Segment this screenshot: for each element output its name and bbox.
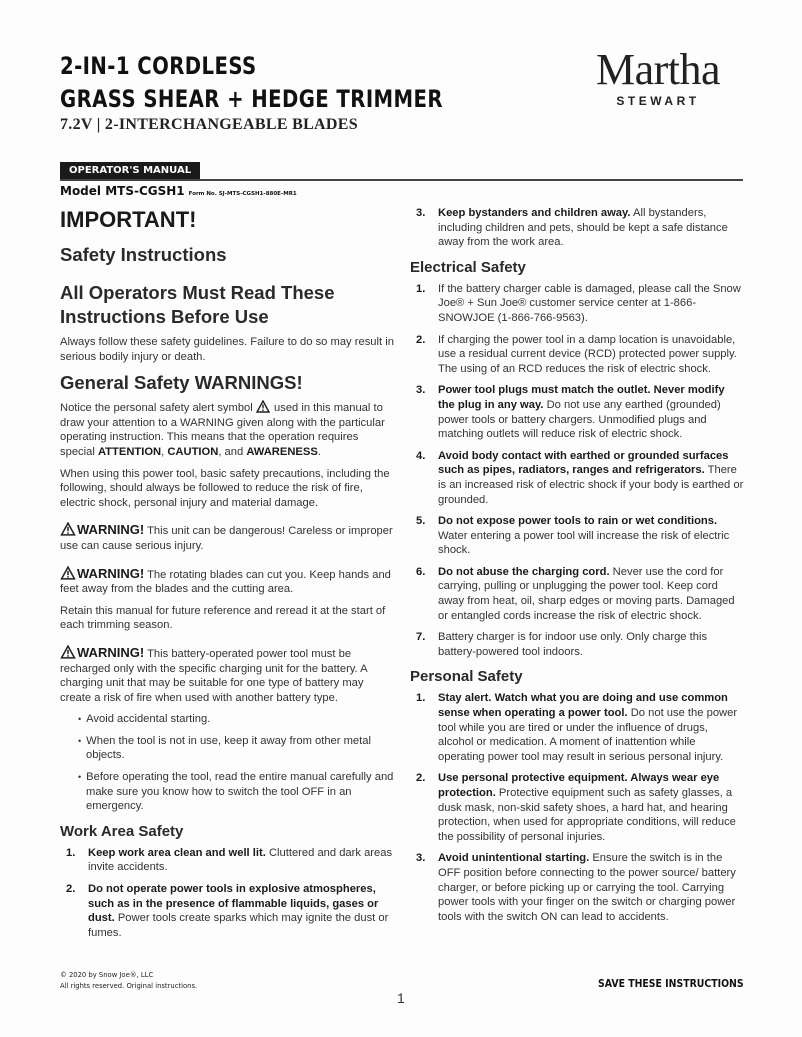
electrical-safety-heading: Electrical Safety	[410, 258, 526, 276]
product-title	[60, 50, 443, 116]
right-column	[410, 206, 744, 931]
safety-instructions-heading: Safety Instructions	[60, 244, 227, 265]
logo-main: Martha	[595, 45, 721, 94]
work-area-heading: Work Area Safety	[60, 822, 184, 840]
martha-stewart-logo	[572, 45, 744, 108]
page-number: 1	[397, 990, 405, 1006]
intro-text: Always follow these safety guidelines. Failure to do so may result in serious bodily injury or death.	[60, 336, 394, 363]
work-area-list	[60, 846, 396, 941]
logo-sub: STEWART	[616, 94, 700, 108]
list-item: 7. Battery charger is for indoor use only. Only charge this battery-powered tool indoors.	[416, 631, 708, 658]
model-line	[60, 184, 297, 198]
title-line-1: 2-IN-1 CORDLESS	[60, 52, 257, 80]
title-line-2: GRASS SHEAR + HEDGE TRIMMER	[60, 85, 443, 113]
product-subtitle: 7.2V | 2-INTERCHANGEABLE BLADES	[60, 116, 358, 133]
warning-triangle-icon	[60, 566, 76, 580]
list-item: 3. Avoid unintentional starting. Ensure the switch is in the OFF position before connecting to the power source/ battery charger, or before picking up or carrying the tool. Carrying power tools with your finger on the switch or charging power tools with the switch ON can lead to accidents.	[416, 852, 736, 923]
operators-manual-tab: OPERATOR'S MANUAL	[60, 162, 200, 179]
list-item: 3. Power tool plugs must match the outlet. Never modify the plug in any way. Do not use any earthed (grounded) power tools or battery chargers. Unmodified plugs and matching outlets will reduce risk of electric shock.	[416, 384, 725, 441]
list-item: 2. If charging the power tool in a damp location is unavoidable, use a residual current device (RCD) protected power supply. The using of an RCD reduces the risk of electric shock.	[416, 333, 737, 375]
list-item: 1. Keep work area clean and well lit. Cluttered and dark areas invite accidents.	[66, 846, 393, 874]
header-divider	[60, 179, 743, 181]
all-operators-heading: All Operators Must Read These Instructions Before Use	[60, 282, 335, 327]
list-item: 4. Avoid body contact with earthed or grounded surfaces such as pipes, radiators, ranges and refrigerators. There is an increased risk of electric shock if your body is earthed or grounded.	[416, 449, 744, 506]
save-instructions: SAVE THESE INSTRUCTIONS	[598, 977, 744, 990]
copyright-footer	[60, 970, 197, 992]
list-item: • Avoid accidental starting.	[60, 712, 396, 727]
left-column	[60, 207, 396, 947]
warning-triangle-icon	[60, 522, 76, 536]
warning-1: WARNING! This unit can be dangerous! Careless or improper use can cause serious injury.	[60, 522, 393, 552]
list-item: • Before operating the tool, read the entire manual carefully and make sure you know how to switch the tool OFF in an emergency.	[60, 770, 396, 814]
list-item: 2. Use personal protective equipment. Always wear eye protection. Protective equipment such as safety glasses, a dusk mask, non-skid safety shoes, a hard hat, and hearing protection, when used for appropriate conditions, will reduce the possibility of personal injuries.	[416, 772, 736, 843]
warning-3: WARNING! This battery-operated power tool must be recharged only with the specific charging unit for the battery. A charging unit that may be suitable for one type of battery may create a risk of fire when used with another battery type.	[60, 644, 367, 704]
model-number: Model MTS-CGSH1	[60, 184, 185, 198]
notice-paragraph: Notice the personal safety alert symbol used in this manual to draw your attention to a WARNING given along with the particular operating instruction. This means that the operation requires special ATTENTION, CAUTION, and AWARENESS.	[60, 402, 385, 458]
warning-2: WARNING! The rotating blades can cut you. Keep hands and feet away from the blades and the cutting area.	[60, 565, 391, 596]
warning-triangle-icon	[60, 645, 76, 659]
rights-text: All rights reserved. Original instructions.	[60, 982, 198, 990]
copyright-text: © 2020 by Snow Joe®, LLC	[60, 971, 154, 979]
list-item: 1. Stay alert. Watch what you are doing and use common sense when operating a power tool. Do not use the power tool while you are tired or under the influence of drugs, alcohol or medication. A moment of inattention while operating power tool may result in serious personal injury.	[416, 692, 738, 763]
general-safety-heading: General Safety WARNINGS!	[60, 372, 303, 394]
list-item: 5. Do not expose power tools to rain or wet conditions. Water entering a power tool will increase the risk of electric shock.	[416, 515, 730, 557]
list-item: 2. Do not operate power tools in explosive atmospheres, such as in the presence of flammable liquids, gases or dust. Power tools create sparks which may ignite the dust or fumes.	[66, 883, 389, 939]
work-area-list-cont	[410, 206, 744, 250]
list-item: 1. If the battery charger cable is damaged, please call the Snow Joe® + Sun Joe® customer service center at 1-866-SNOWJOE (1-866-766-9563).	[416, 282, 741, 324]
when-using-paragraph: When using this power tool, basic safety precautions, including the following, should always be followed to reduce the risk of fire, electric shock, personal injury and material damage.	[60, 467, 390, 509]
warning-triangle-icon	[256, 400, 270, 413]
precaution-list	[60, 712, 396, 814]
personal-list	[410, 691, 744, 924]
list-item: • When the tool is not in use, keep it away from other metal objects.	[60, 734, 396, 763]
list-item: 6. Do not abuse the charging cord. Never use the cord for carrying, pulling or unplugging the power tool. Keep cord away from heat, oil, sharp edges or moving parts. Damaged or entangled cords increase the risk of electric shock.	[416, 565, 735, 622]
electrical-list	[410, 282, 744, 660]
list-item: 3. Keep bystanders and children away. All bystanders, including children and pets, should be kept a safe distance away from the work area.	[416, 207, 728, 249]
form-number: Form No. SJ-MTS-CGSH1-880E-MR1	[188, 191, 297, 197]
important-heading: IMPORTANT!	[60, 207, 197, 232]
personal-safety-heading: Personal Safety	[410, 668, 523, 686]
retain-paragraph: Retain this manual for future reference and reread it at the start of each trimming season.	[60, 604, 386, 632]
